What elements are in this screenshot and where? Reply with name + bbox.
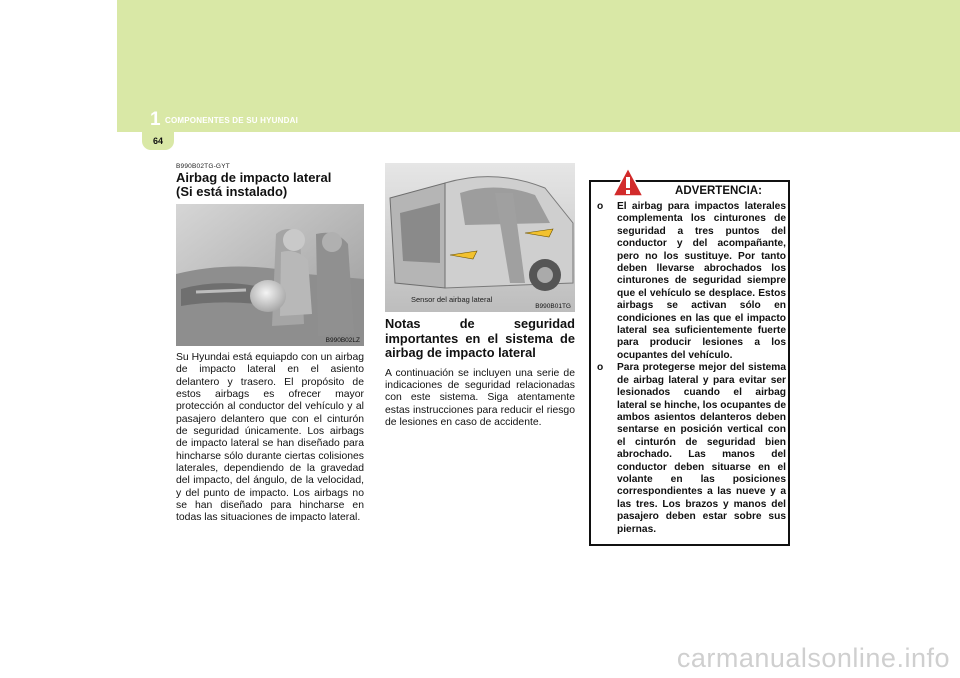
- header-band: [117, 0, 960, 132]
- warning-box: [589, 180, 790, 546]
- warning-bullet: o: [597, 201, 604, 212]
- side-airbag-body: Su Hyundai está equiapdo con un airbag de impacto lateral en el asiento delantero y trasero. El propósito de estos airbags es ofrecer mayor protección al conductor del vehículo y al pasajero delantero que con el cinturón de seguridad únicamente. Los airbags de impacto lateral se han diseñado para hincharse sólo durante ciertas colisiones laterales, dependiendo de la gravedad del impacto, del ángulo, de la velocidad, y del punto de impacto. Los airbags no se han diseñado para hincharse en todas las situaciones de impacto lateral.: [176, 352, 364, 524]
- warning-item-text: El airbag para impactos laterales complementa los cinturones de seguridad a tres puntos del conductor y del acompañante, pero no los sustituye. Por tanto deben llevarse abrochados los cinturones de seguridad siempre que el vehículo se desplace. Estos airbags se activan sólo en condiciones en las que el impacto lateral sea suficientemente fuerte para producir lesiones a los ocupantes del vehículo.: [617, 201, 786, 361]
- warning-list: [597, 201, 786, 536]
- section-title: [176, 171, 364, 199]
- safety-notes-section: [385, 316, 575, 429]
- figure-code: B990B02LZ: [325, 337, 360, 344]
- chapter-title: COMPONENTES DE SU HYUNDAI: [165, 116, 299, 125]
- page-number: 64: [152, 136, 163, 146]
- warning-item: [597, 362, 786, 536]
- warning-item: [597, 201, 786, 362]
- car-door-sensor-image: [385, 163, 575, 312]
- watermark: carmanualsonline.info: [676, 643, 950, 673]
- warning-bullet: o: [597, 362, 604, 374]
- figure-code: B990B01TG: [535, 303, 571, 310]
- warning-item-text: Para protegerse mejor del sistema de airbag lateral y para evitar ser lesionados cuando el airbag lateral se hinche, los ocupantes de ambos asientos delanteros deben sentarse en posición vertical con el cinturón de seguridad bien abrochado. Las manos del conductor deben situarse en el volante en las posiciones correspondientes a las nueve y a las tres. Los brazos y manos del pasajero deben estar sobre sus piernas.: [617, 362, 786, 535]
- chapter-number: 1: [150, 109, 161, 130]
- car-interior-airbag-image: [176, 204, 364, 346]
- section-code: B990B02TG-GYT: [176, 163, 230, 170]
- warning-heading: ADVERTENCIA:: [675, 185, 762, 197]
- side-airbag-illustration: [176, 204, 364, 346]
- side-airbag-sensor-illustration: [385, 163, 575, 312]
- side-airbag-heading: [176, 163, 364, 199]
- section-title-line2: (Si está instalado): [176, 184, 288, 199]
- figure-caption: Sensor del airbag lateral: [411, 295, 493, 304]
- section-title-line1: Airbag de impacto lateral: [176, 170, 332, 185]
- safety-notes-title: Notas de seguridad importantes en el sistema de airbag de impacto lateral: [385, 316, 575, 360]
- safety-notes-body: A continuación se incluyen una serie de indicaciones de seguridad relacionadas con este sistema. Siga atentamente estas instrucciones para reducir el riesgo de lesiones en caso de accidente.: [385, 367, 575, 428]
